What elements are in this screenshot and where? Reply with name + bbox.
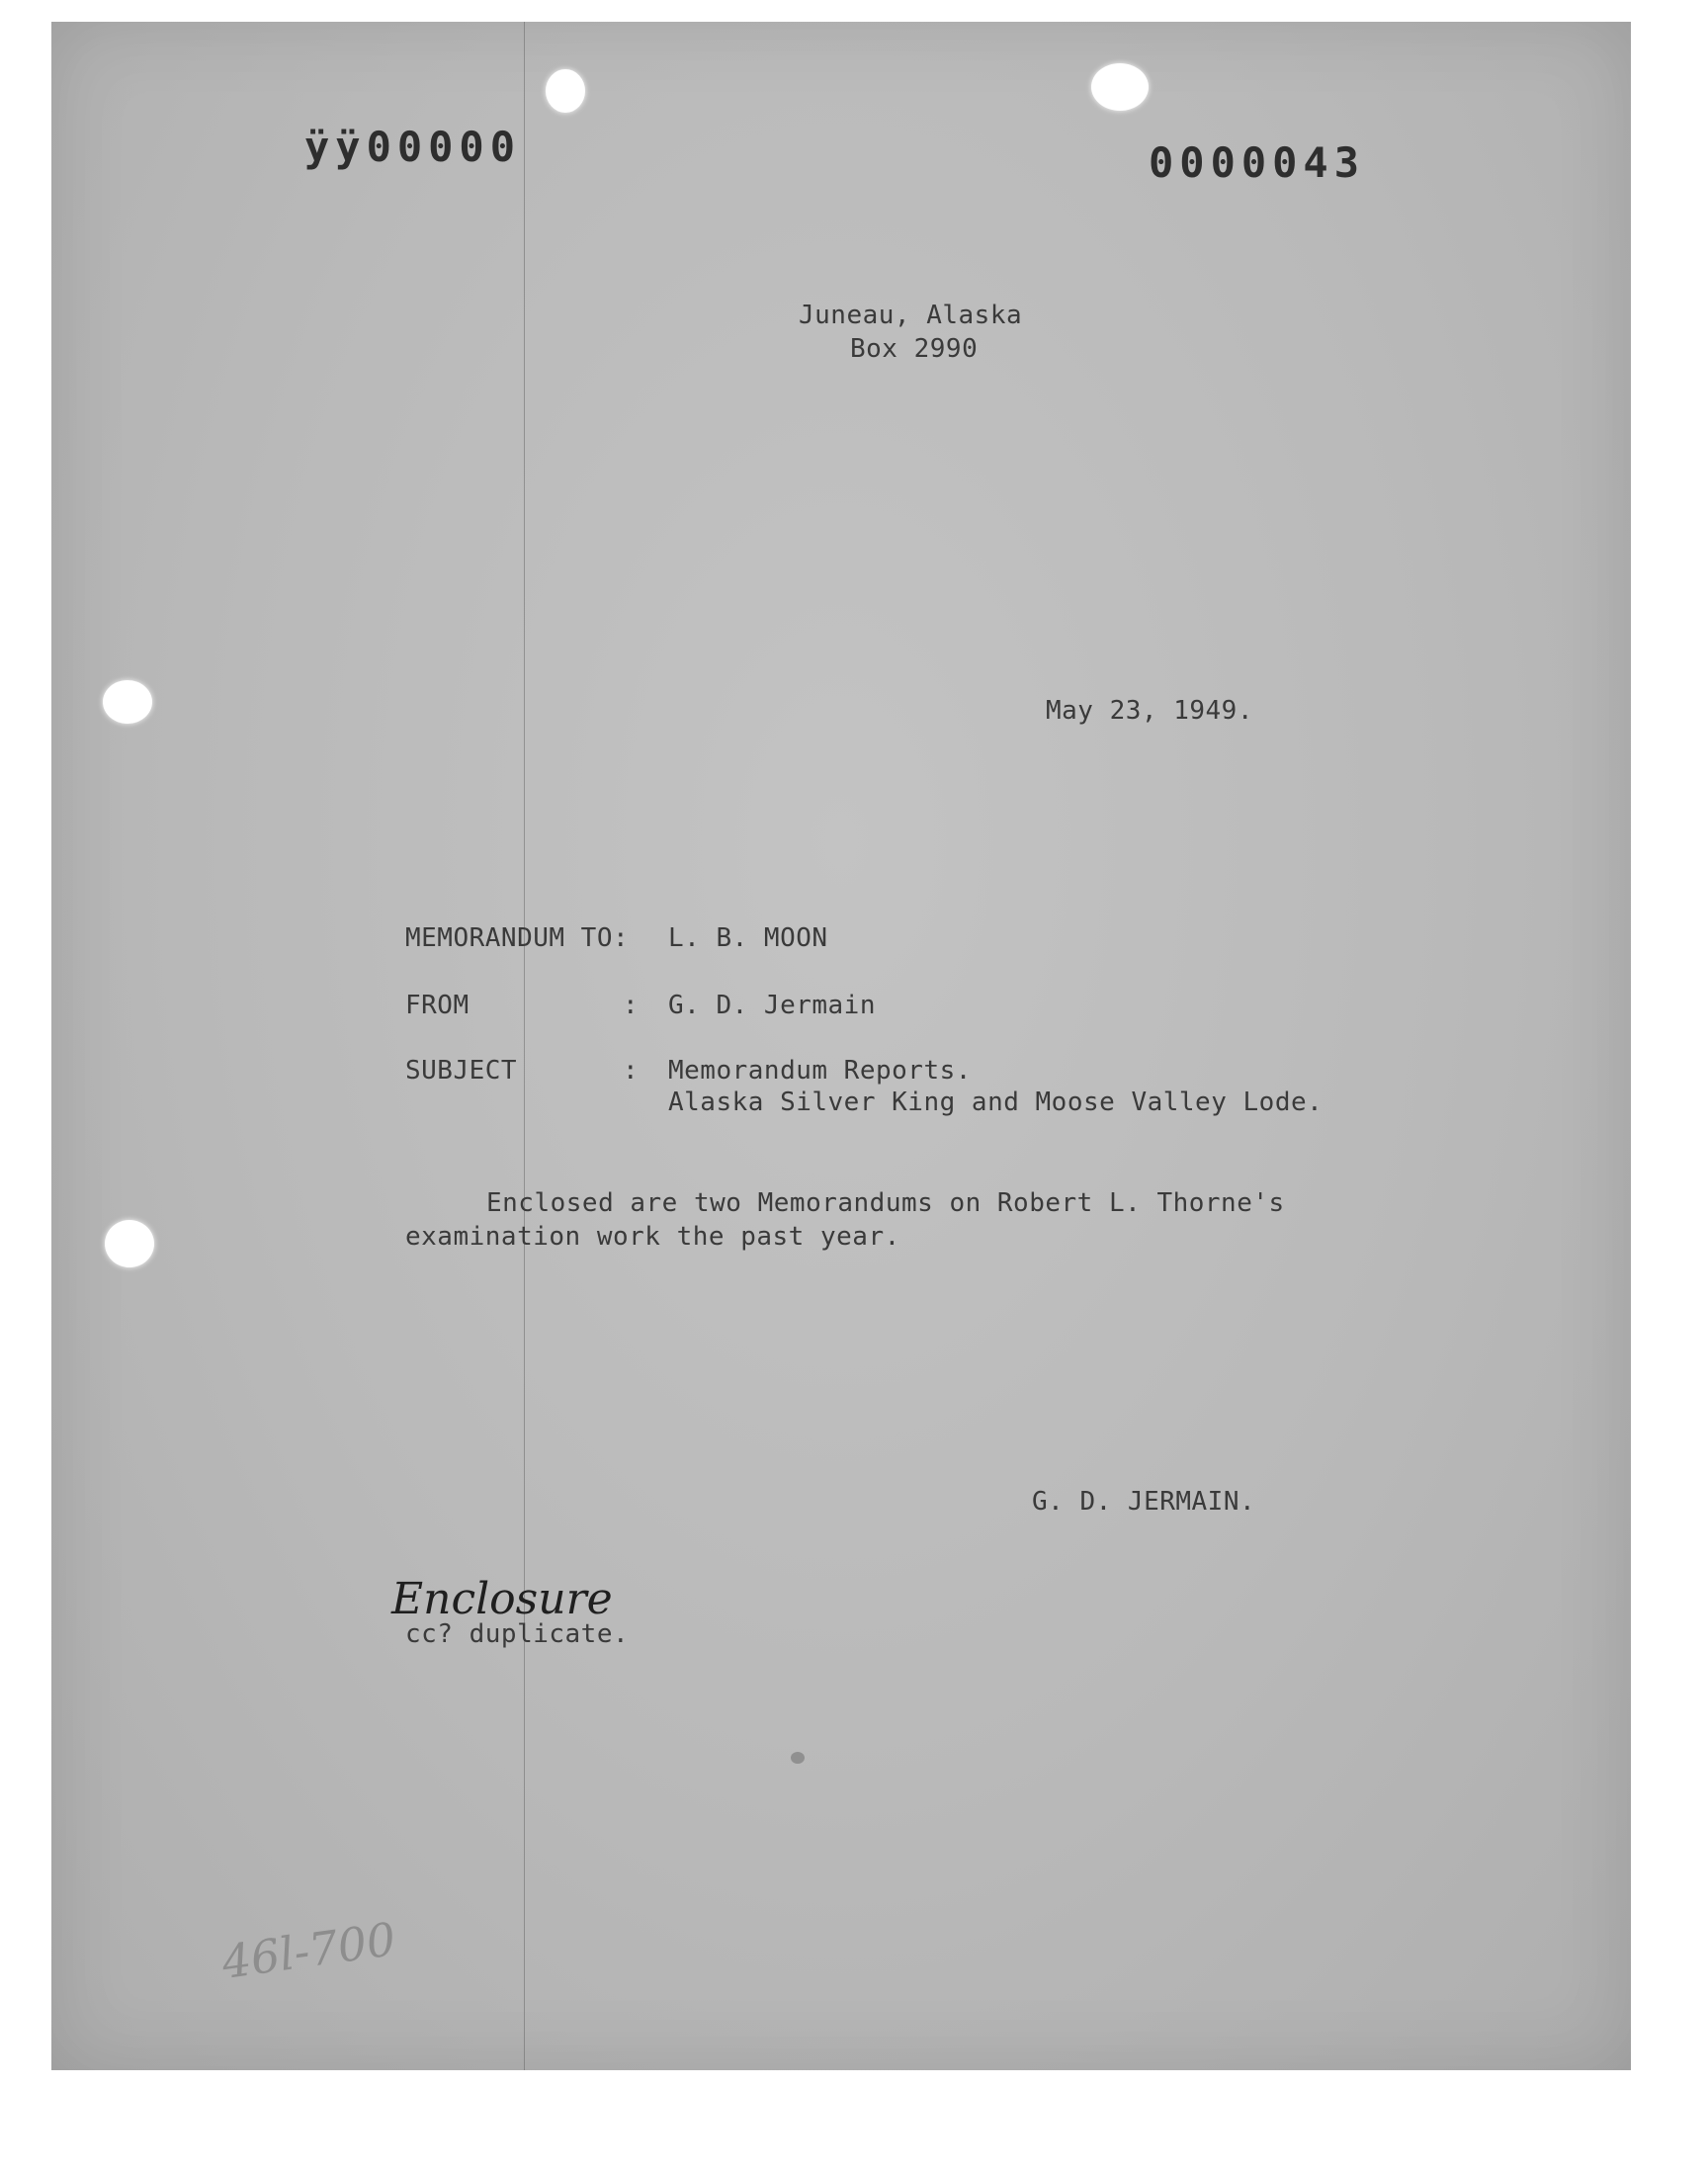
memo-subject-label: SUBJECT xyxy=(405,1056,518,1086)
letterhead-box: Box 2990 xyxy=(850,334,979,364)
punch-hole-left-upper xyxy=(103,680,152,724)
handwritten-enclosure: Enclosure xyxy=(391,1574,613,1624)
pencil-note: 46l-700 xyxy=(218,1911,399,1990)
memo-date: May 23, 1949. xyxy=(1046,696,1253,726)
fold-line xyxy=(524,22,525,2070)
cc-line: cc? duplicate. xyxy=(405,1619,630,1649)
ink-blot xyxy=(791,1752,805,1764)
memo-to-label: MEMORANDUM TO: xyxy=(405,923,630,953)
memo-from-separator: : xyxy=(623,991,640,1020)
memo-to-value: L. B. MOON xyxy=(668,923,828,953)
document-number-left: ÿÿ00000 xyxy=(304,123,522,171)
body-line-2: examination work the past year. xyxy=(405,1222,900,1252)
body-line-1: Enclosed are two Memorandums on Robert L. Thorne's xyxy=(486,1188,1285,1218)
memo-subject-separator: : xyxy=(623,1056,640,1086)
punch-hole-left-lower xyxy=(105,1220,154,1267)
letterhead-city: Juneau, Alaska xyxy=(799,301,1023,330)
punch-hole-top-right xyxy=(1091,63,1149,111)
signature-typed: G. D. JERMAIN. xyxy=(1032,1487,1256,1517)
memo-from-label: FROM xyxy=(405,991,470,1020)
document-number-right: 0000043 xyxy=(1149,138,1366,187)
memo-from-value: G. D. Jermain xyxy=(668,991,876,1020)
punch-hole-top-left xyxy=(546,69,585,113)
memo-subject-line-1: Memorandum Reports. xyxy=(668,1056,972,1086)
memo-subject-line-2: Alaska Silver King and Moose Valley Lode. xyxy=(668,1088,1324,1117)
